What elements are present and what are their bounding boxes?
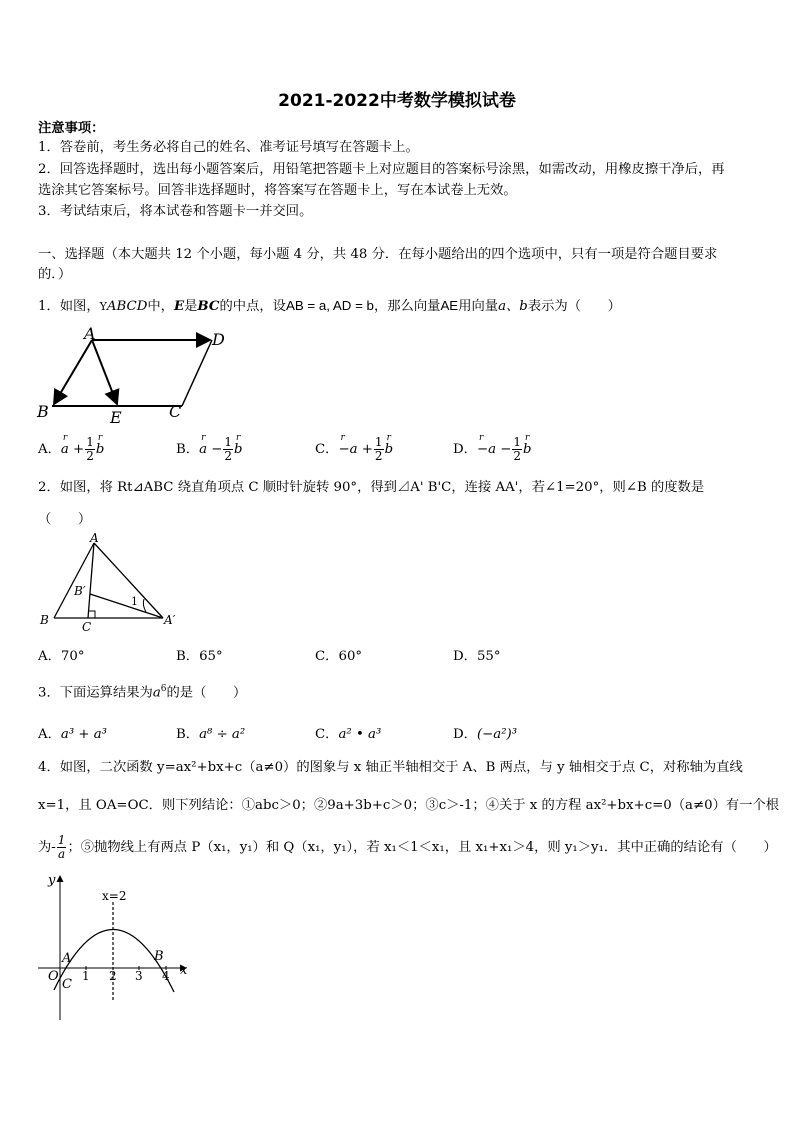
q2-label-aprime: A′ [164, 613, 176, 627]
q2-label-a: A [90, 533, 99, 545]
q2-stem: 2．如图，将 Rt⊿ABC 绕直角项点 C 顺时针旋转 90°，得到⊿A' B'C，连接 AA'，若∠1=20°，则∠B 的度数是 [38, 480, 705, 495]
q4-label-x: x [180, 963, 188, 978]
q1-stem: 1．如图，YABCD中，E是BC的中点，设AB = a, AD = b，那么向量AE用向量a、b表示为（ ） [38, 298, 621, 314]
q1-parallelogram-figure [34, 326, 234, 428]
section-heading-cont: 的．） [38, 267, 72, 282]
q2-label-c: C [82, 620, 92, 634]
q1-vector-ab [54, 340, 92, 404]
q1-label-c: C [169, 402, 182, 421]
q2-stem-cont: （ ） [38, 512, 92, 527]
q4-label-c: C [62, 977, 72, 992]
notice-item-3: 3．考试结束后，将本试卷和答题卡一并交回。 [38, 204, 313, 219]
q4-label-a: A [62, 951, 72, 966]
q4-label-y: y [48, 873, 56, 888]
q1-option-b: B．r a − $\frac{1}{2}$ r b [176, 436, 243, 463]
q4-label-o: O [48, 969, 59, 984]
q4-stem-cont-2: 为- $\frac{1}{a}$ ；⑤抛物线上有两点 P（x₁，y₁）和 Q（x₁，y₁），若 x₁＜1＜x₁，且 x₁+x₁＞4，则 y₁＞y₁．其中正确的结论有（ ） [38, 833, 777, 861]
q1-option-d: D．r −a − $\frac{1}{2}$ r b [453, 436, 532, 463]
q2-segment-ab [54, 543, 94, 618]
q2-option-d: D．55° [453, 649, 501, 664]
q2-angle-1-arc [143, 599, 146, 612]
q1-vector-ae [92, 340, 117, 404]
q3-option-c: C．a² • a³ [315, 727, 382, 742]
q2-label-bprime: B′ [74, 584, 86, 598]
q3-stem: 3．下面运算结果为$a^6$的是（ ） [38, 684, 247, 701]
q1-label-b: B [37, 402, 49, 421]
q4-label-b: B [154, 949, 164, 964]
q4-parabola-figure [36, 870, 196, 1025]
exam-title: 2021-2022中考数学模拟试卷 [278, 91, 516, 111]
q1-segment-cd [182, 340, 212, 406]
notice-item-2: 2．回答选择题时，选出每小题答案后，用铅笔把答题卡上对应题目的答案标号涂黑，如需改动，用橡皮擦干净后，再 [38, 162, 725, 177]
notice-item-2-cont: 选涂其它答案标号。回答非选择题时，将答案写在答题卡上，写在本试卷上无效。 [38, 183, 517, 198]
q4-tick-label-3: 3 [135, 969, 143, 983]
q2-label-angle-1: 1 [131, 595, 138, 608]
q3-option-a: A．a³ + a³ [38, 727, 108, 742]
q4-tick-label-2: 2 [109, 969, 117, 983]
q3-option-b: B．a⁸ ÷ a² [176, 727, 246, 742]
q2-option-c: C．60° [315, 649, 363, 664]
q2-label-b: B [40, 613, 49, 627]
q3-option-d: D．(−a²)³ [453, 727, 518, 742]
section-heading: 一、选择题（本大题共 12 个小题，每小题 4 分，共 48 分．在每小题给出的四个选项中，只有一项是符合题目要求 [38, 247, 718, 262]
q1-label-d: D [212, 330, 225, 349]
q2-option-b: B．65° [176, 649, 223, 664]
q1-label-a: A [84, 326, 96, 343]
q2-triangle-figure [36, 533, 186, 635]
q4-label-symmetry: x=2 [102, 889, 127, 903]
q2-segment-ac [88, 543, 94, 618]
q1-option-c: C．r −a + $\frac{1}{2}$ r b [315, 436, 393, 463]
q4-tick-label-4: 4 [162, 969, 170, 983]
q4-stem: 4．如图，二次函数 y=ax²+bx+c（a≠0）的图象与 x 轴正半轴相交于 A、B 两点，与 y 轴相交于点 C，对称轴为直线 [38, 760, 743, 775]
q4-stem-cont: x=1，且 OA=OC．则下列结论：①abc＞0；②9a+3b+c＞0；③c＞-1；④关于 x 的方程 ax²+bx+c=0（a≠0）有一个根 [38, 798, 780, 813]
q1-option-a: A．r a + $\frac{1}{2}$ r b [38, 436, 104, 463]
q1-label-e: E [110, 408, 122, 427]
notice-item-1: 1．答卷前，考生务必将自己的姓名、准考证号填写在答题卡上。 [38, 140, 419, 155]
q4-tick-label-1: 1 [82, 969, 90, 983]
notice-heading: 注意事项： [38, 121, 105, 136]
q2-option-a: A．70° [38, 649, 85, 664]
